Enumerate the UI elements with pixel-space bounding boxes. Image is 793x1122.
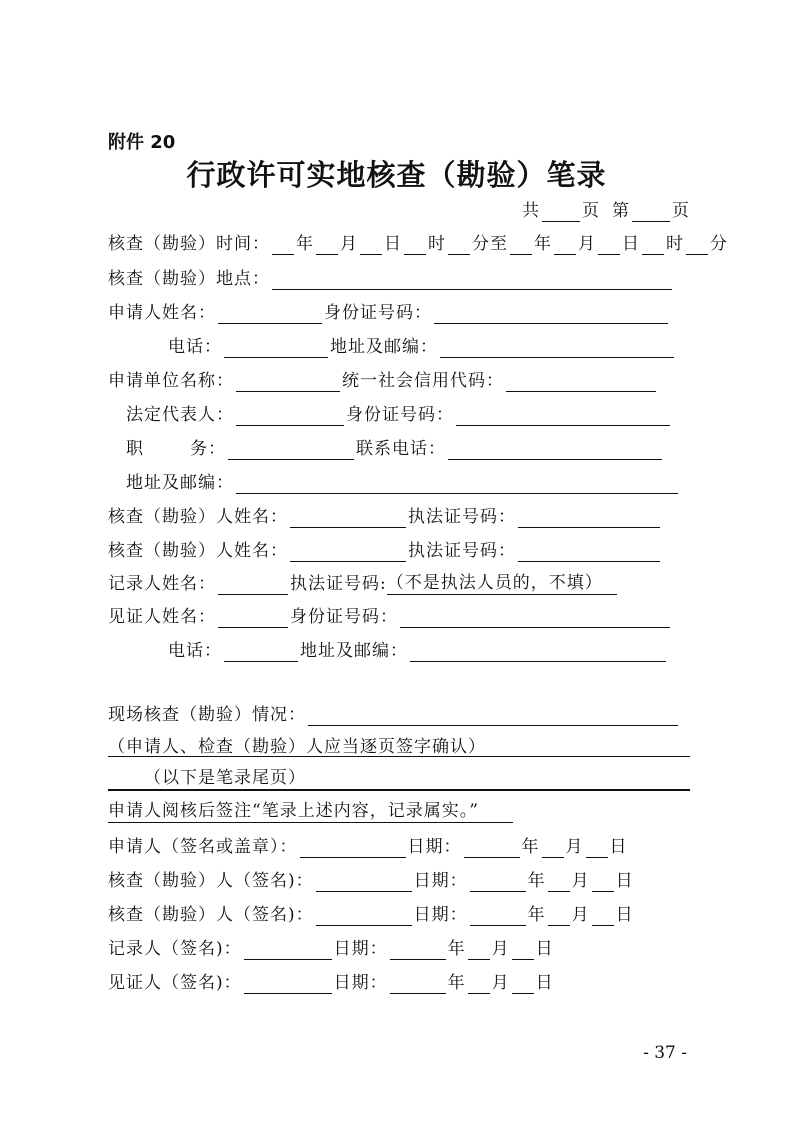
minute-to-label: 分至 bbox=[472, 234, 508, 254]
date-label: 日期： bbox=[407, 837, 462, 857]
page-number: - 37 - bbox=[643, 1043, 687, 1063]
year-label: 年 bbox=[447, 973, 466, 993]
year-field[interactable] bbox=[390, 975, 446, 994]
post-label-2: 务： bbox=[190, 439, 226, 459]
sign-recorder-row bbox=[108, 938, 554, 960]
page-title: 行政许可实地核查（勘验）笔录 bbox=[186, 158, 607, 192]
witness-phone-label: 电话： bbox=[168, 641, 222, 661]
inspector-name-field[interactable] bbox=[290, 543, 406, 562]
day-label: 日 bbox=[384, 234, 402, 254]
inspection-place-label: 核查（勘验）地点： bbox=[108, 269, 270, 289]
law-cert-field[interactable] bbox=[518, 543, 660, 562]
situation-line-1 bbox=[108, 756, 690, 757]
law-cert-field[interactable] bbox=[518, 509, 660, 528]
day-field[interactable] bbox=[512, 941, 534, 960]
sign-applicant-row bbox=[108, 836, 628, 858]
applicant-id-field[interactable] bbox=[434, 305, 668, 324]
unit-address-field[interactable] bbox=[236, 475, 678, 494]
applicant-address-field[interactable] bbox=[440, 339, 674, 358]
date-label: 日期： bbox=[413, 871, 468, 891]
sign-witness-row bbox=[108, 972, 554, 994]
recorder-row bbox=[108, 572, 617, 595]
witness-name-field[interactable] bbox=[218, 609, 288, 628]
witness-row bbox=[108, 606, 672, 628]
date-label: 日期： bbox=[333, 973, 388, 993]
applicant-row bbox=[108, 302, 670, 324]
sign-inspector-field[interactable] bbox=[316, 873, 412, 892]
sign-inspector-label: 核查（勘验）人（签名)： bbox=[108, 905, 314, 925]
end-minute-field[interactable] bbox=[686, 236, 708, 255]
day-label: 日 bbox=[622, 234, 640, 254]
law-cert-label: 执法证号码： bbox=[408, 507, 516, 527]
month-label: 月 bbox=[578, 234, 596, 254]
end-day-field[interactable] bbox=[598, 236, 620, 255]
year-label: 年 bbox=[447, 939, 466, 959]
confirm-text: 申请人阅核后签注“笔录上述内容，记录属实。” bbox=[108, 800, 513, 823]
year-field[interactable] bbox=[470, 873, 526, 892]
year-field[interactable] bbox=[390, 941, 446, 960]
inspection-time-label: 核查（勘验）时间： bbox=[108, 234, 270, 254]
applicant-name-field[interactable] bbox=[218, 305, 322, 324]
sign-applicant-label: 申请人（签名或盖章）： bbox=[108, 837, 298, 857]
year-field[interactable] bbox=[470, 907, 526, 926]
legal-rep-label: 法定代表人： bbox=[126, 405, 234, 425]
inspector-name-label: 核查（勘验）人姓名： bbox=[108, 541, 288, 561]
month-field[interactable] bbox=[548, 873, 570, 892]
recorder-cert-note: （不是执法人员的，不填） bbox=[387, 572, 617, 595]
month-field[interactable] bbox=[542, 839, 564, 858]
year-label: 年 bbox=[521, 837, 540, 857]
end-note: （以下是笔录尾页） bbox=[144, 768, 306, 788]
witness-phone-field[interactable] bbox=[224, 643, 298, 662]
inspection-place-row bbox=[108, 268, 674, 290]
witness-id-label: 身份证号码： bbox=[290, 607, 398, 627]
start-year-field[interactable] bbox=[272, 236, 294, 255]
legal-rep-id-field[interactable] bbox=[456, 407, 670, 426]
unit-row bbox=[108, 370, 658, 392]
month-label: 月 bbox=[491, 973, 510, 993]
start-month-field[interactable] bbox=[316, 236, 338, 255]
contact-phone-label: 联系电话： bbox=[356, 439, 446, 459]
sign-inspector-row-1 bbox=[108, 870, 634, 892]
situation-row bbox=[108, 704, 680, 726]
inspector-row-2 bbox=[108, 540, 662, 562]
year-field[interactable] bbox=[464, 839, 520, 858]
day-field[interactable] bbox=[512, 975, 534, 994]
legal-rep-field[interactable] bbox=[236, 407, 344, 426]
sign-recorder-field[interactable] bbox=[244, 941, 332, 960]
start-day-field[interactable] bbox=[360, 236, 382, 255]
unit-name-label: 申请单位名称： bbox=[108, 371, 234, 391]
day-label: 日 bbox=[609, 837, 628, 857]
year-label: 年 bbox=[296, 234, 314, 254]
law-cert-label: 执法证号码： bbox=[408, 541, 516, 561]
sign-inspector-row-2 bbox=[108, 904, 634, 926]
attachment-label: 附件 20 bbox=[108, 132, 176, 153]
end-year-field[interactable] bbox=[510, 236, 532, 255]
credit-code-label: 统一社会信用代码： bbox=[342, 371, 504, 391]
end-hour-field[interactable] bbox=[642, 236, 664, 255]
situation-label: 现场核查（勘验）情况： bbox=[108, 705, 306, 725]
end-month-field[interactable] bbox=[554, 236, 576, 255]
contact-phone-field[interactable] bbox=[448, 441, 662, 460]
pages-total-label: 共 bbox=[522, 201, 540, 221]
hour-label: 时 bbox=[666, 234, 684, 254]
month-label: 月 bbox=[571, 871, 590, 891]
situation-line-2 bbox=[108, 789, 690, 791]
legal-rep-id-label: 身份证号码： bbox=[346, 405, 454, 425]
inspector-name-label: 核查（勘验）人姓名： bbox=[108, 507, 288, 527]
applicant-id-label: 身份证号码： bbox=[324, 303, 432, 323]
witness-contact-row bbox=[168, 640, 668, 662]
page-current-unit: 页 bbox=[672, 201, 690, 221]
sign-inspector-field[interactable] bbox=[316, 907, 412, 926]
year-label: 年 bbox=[527, 905, 546, 925]
pages-unit-label: 页 bbox=[582, 201, 600, 221]
situation-note: （申请人、检查（勘验）人应当逐页签字确认） bbox=[108, 737, 486, 757]
page-current-label: 第 bbox=[612, 201, 630, 221]
start-hour-field[interactable] bbox=[404, 236, 426, 255]
month-label: 月 bbox=[340, 234, 358, 254]
recorder-name-field[interactable] bbox=[218, 576, 288, 595]
sign-applicant-field[interactable] bbox=[300, 839, 406, 858]
unit-address-label: 地址及邮编： bbox=[126, 473, 234, 493]
month-label: 月 bbox=[491, 939, 510, 959]
day-field[interactable] bbox=[592, 907, 614, 926]
start-minute-field[interactable] bbox=[448, 236, 470, 255]
applicant-contact-row bbox=[168, 336, 676, 358]
confirm-row bbox=[108, 800, 513, 823]
day-label: 日 bbox=[535, 939, 554, 959]
applicant-name-label: 申请人姓名： bbox=[108, 303, 216, 323]
sign-witness-field[interactable] bbox=[244, 975, 332, 994]
month-field[interactable] bbox=[468, 975, 490, 994]
witness-address-label: 地址及邮编： bbox=[300, 641, 408, 661]
day-label: 日 bbox=[615, 905, 634, 925]
post-row bbox=[126, 438, 664, 460]
legal-rep-row bbox=[126, 404, 672, 426]
page-count-row bbox=[522, 200, 690, 222]
post-label-1: 职 bbox=[126, 439, 144, 459]
recorder-cert-label: 执法证号码: bbox=[290, 574, 387, 594]
day-label: 日 bbox=[535, 973, 554, 993]
applicant-phone-label: 电话： bbox=[168, 337, 222, 357]
applicant-address-label: 地址及邮编： bbox=[330, 337, 438, 357]
inspector-name-field[interactable] bbox=[290, 509, 406, 528]
unit-name-field[interactable] bbox=[236, 373, 340, 392]
pages-total-field[interactable] bbox=[542, 203, 580, 222]
witness-id-field[interactable] bbox=[400, 609, 670, 628]
month-field[interactable] bbox=[548, 907, 570, 926]
inspector-row-1 bbox=[108, 506, 662, 528]
unit-address-row bbox=[126, 472, 680, 494]
applicant-phone-field[interactable] bbox=[224, 339, 328, 358]
witness-address-field[interactable] bbox=[410, 643, 666, 662]
minute-label: 分 bbox=[710, 234, 728, 254]
situation-field[interactable] bbox=[308, 707, 678, 726]
inspection-place-field[interactable] bbox=[272, 271, 672, 290]
year-label: 年 bbox=[527, 871, 546, 891]
credit-code-field[interactable] bbox=[506, 373, 656, 392]
sign-inspector-label: 核查（勘验）人（签名)： bbox=[108, 871, 314, 891]
month-field[interactable] bbox=[468, 941, 490, 960]
month-label: 月 bbox=[571, 905, 590, 925]
year-label: 年 bbox=[534, 234, 552, 254]
hour-label: 时 bbox=[428, 234, 446, 254]
date-label: 日期： bbox=[333, 939, 388, 959]
day-label: 日 bbox=[615, 871, 634, 891]
witness-name-label: 见证人姓名： bbox=[108, 607, 216, 627]
recorder-name-label: 记录人姓名： bbox=[108, 574, 216, 594]
day-field[interactable] bbox=[592, 873, 614, 892]
month-label: 月 bbox=[565, 837, 584, 857]
sign-witness-label: 见证人（签名)： bbox=[108, 973, 242, 993]
inspection-time-row bbox=[108, 233, 728, 255]
date-label: 日期： bbox=[413, 905, 468, 925]
post-field[interactable] bbox=[228, 441, 354, 460]
day-field[interactable] bbox=[586, 839, 608, 858]
sign-recorder-label: 记录人（签名)： bbox=[108, 939, 242, 959]
page-current-field[interactable] bbox=[632, 203, 670, 222]
